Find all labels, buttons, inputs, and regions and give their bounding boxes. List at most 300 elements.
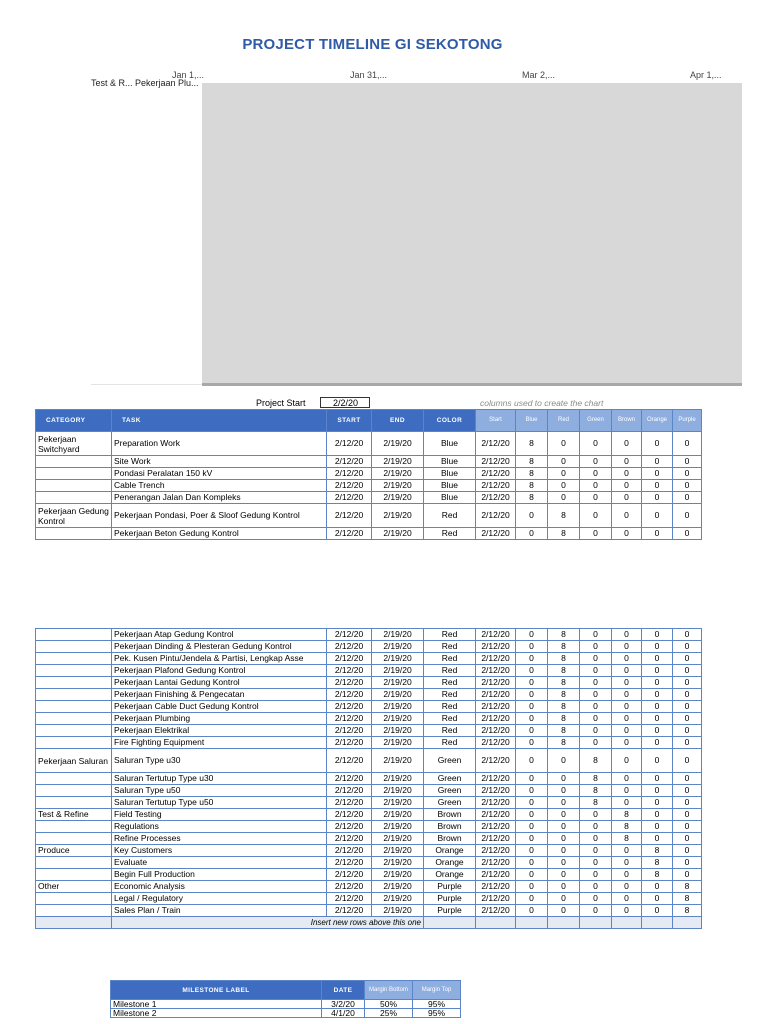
helper-start-cell[interactable]: 2/12/20 <box>476 905 516 917</box>
category-cell[interactable] <box>36 480 112 492</box>
category-cell[interactable]: Test & Refine <box>36 809 112 821</box>
start-date-cell[interactable]: 2/12/20 <box>327 737 372 749</box>
color-cell[interactable]: Red <box>424 701 476 713</box>
color-cell[interactable]: Purple <box>424 893 476 905</box>
helper-start-cell[interactable]: 2/12/20 <box>476 773 516 785</box>
blue-value-cell[interactable]: 8 <box>516 468 548 480</box>
milestone-margin-bottom-cell[interactable]: 50% <box>365 1000 413 1009</box>
green-value-cell[interactable]: 0 <box>580 653 612 665</box>
task-row[interactable] <box>36 665 702 677</box>
orange-value-cell[interactable]: 0 <box>642 528 673 540</box>
helper-start-cell[interactable]: 2/12/20 <box>476 785 516 797</box>
task-cell[interactable]: Pekerjaan Plumbing <box>112 713 327 725</box>
color-cell[interactable]: Red <box>424 528 476 540</box>
color-cell[interactable]: Blue <box>424 468 476 480</box>
insert-row[interactable] <box>36 917 702 929</box>
green-value-cell[interactable]: 0 <box>580 504 612 528</box>
green-value-cell[interactable]: 8 <box>580 749 612 773</box>
orange-value-cell[interactable]: 0 <box>642 785 673 797</box>
task-row[interactable] <box>36 677 702 689</box>
task-cell[interactable]: Refine Processes <box>112 833 327 845</box>
purple-value-cell[interactable]: 0 <box>673 504 702 528</box>
end-date-cell[interactable]: 2/19/20 <box>372 641 424 653</box>
helper-start-cell[interactable]: 2/12/20 <box>476 821 516 833</box>
orange-value-cell[interactable]: 0 <box>642 737 673 749</box>
orange-value-cell[interactable]: 0 <box>642 480 673 492</box>
color-cell[interactable]: Brown <box>424 821 476 833</box>
red-value-cell[interactable]: 8 <box>548 689 580 701</box>
orange-value-cell[interactable]: 0 <box>642 713 673 725</box>
orange-value-cell[interactable]: 0 <box>642 773 673 785</box>
orange-value-cell[interactable]: 0 <box>642 749 673 773</box>
category-cell[interactable] <box>36 468 112 480</box>
end-date-cell[interactable]: 2/19/20 <box>372 737 424 749</box>
color-cell[interactable]: Brown <box>424 833 476 845</box>
green-value-cell[interactable]: 0 <box>580 665 612 677</box>
end-date-cell[interactable]: 2/19/20 <box>372 432 424 456</box>
end-date-cell[interactable]: 2/19/20 <box>372 468 424 480</box>
category-cell[interactable] <box>36 665 112 677</box>
brown-value-cell[interactable]: 0 <box>612 749 642 773</box>
brown-value-cell[interactable]: 0 <box>612 713 642 725</box>
task-row[interactable] <box>36 737 702 749</box>
color-cell[interactable]: Green <box>424 785 476 797</box>
purple-value-cell[interactable]: 0 <box>673 725 702 737</box>
start-date-cell[interactable]: 2/12/20 <box>327 833 372 845</box>
red-value-cell[interactable]: 0 <box>548 809 580 821</box>
green-value-cell[interactable]: 0 <box>580 737 612 749</box>
helper-start-cell[interactable]: 2/12/20 <box>476 725 516 737</box>
end-date-cell[interactable]: 2/19/20 <box>372 869 424 881</box>
helper-start-cell[interactable]: 2/12/20 <box>476 869 516 881</box>
brown-value-cell[interactable]: 0 <box>612 528 642 540</box>
task-cell[interactable]: Legal / Regulatory <box>112 893 327 905</box>
task-cell[interactable]: Pekerjaan Atap Gedung Kontrol <box>112 629 327 641</box>
red-value-cell[interactable]: 0 <box>548 749 580 773</box>
color-cell[interactable]: Red <box>424 713 476 725</box>
category-cell[interactable] <box>36 773 112 785</box>
green-value-cell[interactable]: 0 <box>580 701 612 713</box>
start-date-cell[interactable]: 2/12/20 <box>327 749 372 773</box>
orange-value-cell[interactable]: 8 <box>642 869 673 881</box>
helper-start-cell[interactable]: 2/12/20 <box>476 713 516 725</box>
task-cell[interactable]: Pekerjaan Cable Duct Gedung Kontrol <box>112 701 327 713</box>
color-cell[interactable]: Blue <box>424 432 476 456</box>
category-cell[interactable] <box>36 677 112 689</box>
task-cell[interactable]: Pekerjaan Plafond Gedung Kontrol <box>112 665 327 677</box>
brown-value-cell[interactable]: 8 <box>612 809 642 821</box>
color-cell[interactable]: Red <box>424 737 476 749</box>
green-value-cell[interactable]: 0 <box>580 492 612 504</box>
category-cell[interactable] <box>36 821 112 833</box>
red-value-cell[interactable]: 0 <box>548 456 580 468</box>
color-cell[interactable]: Red <box>424 725 476 737</box>
purple-value-cell[interactable]: 0 <box>673 641 702 653</box>
orange-value-cell[interactable]: 0 <box>642 456 673 468</box>
milestone-row[interactable] <box>111 1009 461 1018</box>
start-date-cell[interactable]: 2/12/20 <box>327 468 372 480</box>
end-date-cell[interactable]: 2/19/20 <box>372 881 424 893</box>
blue-value-cell[interactable]: 0 <box>516 833 548 845</box>
task-row[interactable] <box>36 456 702 468</box>
start-date-cell[interactable]: 2/12/20 <box>327 528 372 540</box>
task-cell[interactable]: Saluran Type u50 <box>112 785 327 797</box>
end-date-cell[interactable]: 2/19/20 <box>372 713 424 725</box>
purple-value-cell[interactable]: 0 <box>673 785 702 797</box>
category-cell[interactable] <box>36 905 112 917</box>
category-cell[interactable] <box>36 641 112 653</box>
purple-value-cell[interactable]: 0 <box>673 653 702 665</box>
start-date-cell[interactable]: 2/12/20 <box>327 773 372 785</box>
task-row[interactable] <box>36 905 702 917</box>
red-value-cell[interactable]: 0 <box>548 869 580 881</box>
end-date-cell[interactable]: 2/19/20 <box>372 821 424 833</box>
red-value-cell[interactable]: 8 <box>548 641 580 653</box>
blue-value-cell[interactable]: 0 <box>516 785 548 797</box>
end-date-cell[interactable]: 2/19/20 <box>372 725 424 737</box>
end-date-cell[interactable]: 2/19/20 <box>372 797 424 809</box>
start-date-cell[interactable]: 2/12/20 <box>327 677 372 689</box>
task-cell[interactable]: Fire Fighting Equipment <box>112 737 327 749</box>
brown-value-cell[interactable]: 8 <box>612 833 642 845</box>
brown-value-cell[interactable]: 0 <box>612 677 642 689</box>
brown-value-cell[interactable]: 0 <box>612 504 642 528</box>
brown-value-cell[interactable]: 0 <box>612 785 642 797</box>
brown-value-cell[interactable]: 0 <box>612 653 642 665</box>
color-cell[interactable]: Orange <box>424 845 476 857</box>
brown-value-cell[interactable]: 0 <box>612 629 642 641</box>
green-value-cell[interactable]: 0 <box>580 641 612 653</box>
orange-value-cell[interactable]: 8 <box>642 857 673 869</box>
green-value-cell[interactable]: 0 <box>580 845 612 857</box>
purple-value-cell[interactable]: 0 <box>673 797 702 809</box>
color-cell[interactable]: Red <box>424 641 476 653</box>
task-cell[interactable]: Saluran Type u30 <box>112 749 327 773</box>
milestone-date-cell[interactable]: 4/1/20 <box>322 1009 365 1018</box>
orange-value-cell[interactable]: 0 <box>642 468 673 480</box>
task-row[interactable] <box>36 629 702 641</box>
green-value-cell[interactable]: 0 <box>580 689 612 701</box>
category-cell[interactable] <box>36 797 112 809</box>
purple-value-cell[interactable]: 0 <box>673 528 702 540</box>
brown-value-cell[interactable]: 0 <box>612 492 642 504</box>
brown-value-cell[interactable]: 0 <box>612 905 642 917</box>
category-cell[interactable] <box>36 713 112 725</box>
blue-value-cell[interactable]: 0 <box>516 905 548 917</box>
green-value-cell[interactable]: 0 <box>580 869 612 881</box>
green-value-cell[interactable]: 0 <box>580 480 612 492</box>
helper-start-cell[interactable]: 2/12/20 <box>476 689 516 701</box>
helper-start-cell[interactable]: 2/12/20 <box>476 701 516 713</box>
start-date-cell[interactable]: 2/12/20 <box>327 701 372 713</box>
milestone-label-cell[interactable]: Milestone 2 <box>111 1009 322 1018</box>
blue-value-cell[interactable]: 0 <box>516 881 548 893</box>
red-value-cell[interactable]: 0 <box>548 905 580 917</box>
task-row[interactable] <box>36 432 702 456</box>
category-cell[interactable] <box>36 833 112 845</box>
helper-start-cell[interactable]: 2/12/20 <box>476 797 516 809</box>
task-row[interactable] <box>36 492 702 504</box>
color-cell[interactable]: Red <box>424 689 476 701</box>
category-cell[interactable] <box>36 492 112 504</box>
start-date-cell[interactable]: 2/12/20 <box>327 869 372 881</box>
blue-value-cell[interactable]: 0 <box>516 629 548 641</box>
start-date-cell[interactable]: 2/12/20 <box>327 665 372 677</box>
color-cell[interactable]: Green <box>424 797 476 809</box>
helper-start-cell[interactable]: 2/12/20 <box>476 833 516 845</box>
brown-value-cell[interactable]: 0 <box>612 893 642 905</box>
color-cell[interactable]: Green <box>424 749 476 773</box>
blue-value-cell[interactable]: 8 <box>516 432 548 456</box>
red-value-cell[interactable]: 8 <box>548 629 580 641</box>
red-value-cell[interactable]: 0 <box>548 857 580 869</box>
blue-value-cell[interactable]: 0 <box>516 737 548 749</box>
orange-value-cell[interactable]: 0 <box>642 629 673 641</box>
task-row[interactable] <box>36 821 702 833</box>
color-cell[interactable]: Red <box>424 504 476 528</box>
helper-start-cell[interactable]: 2/12/20 <box>476 492 516 504</box>
blue-value-cell[interactable]: 0 <box>516 845 548 857</box>
red-value-cell[interactable]: 8 <box>548 713 580 725</box>
task-row[interactable] <box>36 773 702 785</box>
orange-value-cell[interactable]: 0 <box>642 881 673 893</box>
green-value-cell[interactable]: 0 <box>580 821 612 833</box>
task-row[interactable] <box>36 869 702 881</box>
orange-value-cell[interactable]: 0 <box>642 809 673 821</box>
category-cell[interactable]: Pekerjaan Saluran <box>36 749 112 773</box>
color-cell[interactable]: Orange <box>424 857 476 869</box>
start-date-cell[interactable]: 2/12/20 <box>327 492 372 504</box>
red-value-cell[interactable]: 8 <box>548 528 580 540</box>
orange-value-cell[interactable]: 0 <box>642 701 673 713</box>
category-cell[interactable] <box>36 893 112 905</box>
end-date-cell[interactable]: 2/19/20 <box>372 773 424 785</box>
helper-start-cell[interactable]: 2/12/20 <box>476 504 516 528</box>
category-cell[interactable]: Produce <box>36 845 112 857</box>
helper-start-cell[interactable]: 2/12/20 <box>476 665 516 677</box>
start-date-cell[interactable]: 2/12/20 <box>327 689 372 701</box>
green-value-cell[interactable]: 0 <box>580 881 612 893</box>
blue-value-cell[interactable]: 8 <box>516 456 548 468</box>
blue-value-cell[interactable]: 0 <box>516 701 548 713</box>
blue-value-cell[interactable]: 0 <box>516 528 548 540</box>
task-row[interactable] <box>36 857 702 869</box>
end-date-cell[interactable]: 2/19/20 <box>372 785 424 797</box>
purple-value-cell[interactable]: 0 <box>673 773 702 785</box>
milestone-row[interactable] <box>111 1000 461 1009</box>
brown-value-cell[interactable]: 0 <box>612 857 642 869</box>
red-value-cell[interactable]: 8 <box>548 725 580 737</box>
category-cell[interactable] <box>36 857 112 869</box>
category-cell[interactable] <box>36 456 112 468</box>
end-date-cell[interactable]: 2/19/20 <box>372 845 424 857</box>
task-cell[interactable]: Pekerjaan Dinding & Plesteran Gedung Kontrol <box>112 641 327 653</box>
red-value-cell[interactable]: 0 <box>548 845 580 857</box>
green-value-cell[interactable]: 0 <box>580 713 612 725</box>
task-cell[interactable]: Preparation Work <box>112 432 327 456</box>
purple-value-cell[interactable]: 0 <box>673 492 702 504</box>
end-date-cell[interactable]: 2/19/20 <box>372 665 424 677</box>
task-cell[interactable]: Key Customers <box>112 845 327 857</box>
task-row[interactable] <box>36 528 702 540</box>
end-date-cell[interactable]: 2/19/20 <box>372 749 424 773</box>
purple-value-cell[interactable]: 8 <box>673 893 702 905</box>
blue-value-cell[interactable]: 0 <box>516 773 548 785</box>
end-date-cell[interactable]: 2/19/20 <box>372 456 424 468</box>
start-date-cell[interactable]: 2/12/20 <box>327 504 372 528</box>
purple-value-cell[interactable]: 0 <box>673 629 702 641</box>
red-value-cell[interactable]: 0 <box>548 773 580 785</box>
color-cell[interactable]: Blue <box>424 480 476 492</box>
red-value-cell[interactable]: 8 <box>548 677 580 689</box>
category-cell[interactable] <box>36 629 112 641</box>
helper-start-cell[interactable]: 2/12/20 <box>476 480 516 492</box>
task-cell[interactable]: Pekerjaan Lantai Gedung Kontrol <box>112 677 327 689</box>
end-date-cell[interactable]: 2/19/20 <box>372 480 424 492</box>
red-value-cell[interactable]: 0 <box>548 797 580 809</box>
milestone-date-cell[interactable]: 3/2/20 <box>322 1000 365 1009</box>
task-cell[interactable]: Pekerjaan Beton Gedung Kontrol <box>112 528 327 540</box>
brown-value-cell[interactable]: 0 <box>612 432 642 456</box>
category-cell[interactable]: Other <box>36 881 112 893</box>
task-cell[interactable]: Site Work <box>112 456 327 468</box>
task-cell[interactable]: Saluran Tertutup Type u30 <box>112 773 327 785</box>
helper-start-cell[interactable]: 2/12/20 <box>476 809 516 821</box>
color-cell[interactable]: Purple <box>424 881 476 893</box>
helper-start-cell[interactable]: 2/12/20 <box>476 629 516 641</box>
end-date-cell[interactable]: 2/19/20 <box>372 893 424 905</box>
milestone-label-cell[interactable]: Milestone 1 <box>111 1000 322 1009</box>
orange-value-cell[interactable]: 0 <box>642 821 673 833</box>
start-date-cell[interactable]: 2/12/20 <box>327 480 372 492</box>
task-cell[interactable]: Pekerjaan Finishing & Pengecatan <box>112 689 327 701</box>
color-cell[interactable]: Red <box>424 677 476 689</box>
blue-value-cell[interactable]: 8 <box>516 480 548 492</box>
task-row[interactable] <box>36 689 702 701</box>
green-value-cell[interactable]: 0 <box>580 629 612 641</box>
helper-start-cell[interactable]: 2/12/20 <box>476 749 516 773</box>
blue-value-cell[interactable]: 0 <box>516 893 548 905</box>
helper-start-cell[interactable]: 2/12/20 <box>476 737 516 749</box>
helper-start-cell[interactable]: 2/12/20 <box>476 881 516 893</box>
start-date-cell[interactable]: 2/12/20 <box>327 797 372 809</box>
start-date-cell[interactable]: 2/12/20 <box>327 629 372 641</box>
task-row[interactable] <box>36 480 702 492</box>
red-value-cell[interactable]: 0 <box>548 833 580 845</box>
helper-start-cell[interactable]: 2/12/20 <box>476 845 516 857</box>
blue-value-cell[interactable]: 0 <box>516 809 548 821</box>
task-row[interactable] <box>36 713 702 725</box>
task-cell[interactable]: Penerangan Jalan Dan Kompleks <box>112 492 327 504</box>
purple-value-cell[interactable]: 0 <box>673 857 702 869</box>
color-cell[interactable]: Blue <box>424 456 476 468</box>
end-date-cell[interactable]: 2/19/20 <box>372 905 424 917</box>
category-cell[interactable] <box>36 689 112 701</box>
red-value-cell[interactable]: 8 <box>548 665 580 677</box>
start-date-cell[interactable]: 2/12/20 <box>327 857 372 869</box>
purple-value-cell[interactable]: 0 <box>673 737 702 749</box>
orange-value-cell[interactable]: 0 <box>642 504 673 528</box>
red-value-cell[interactable]: 8 <box>548 653 580 665</box>
orange-value-cell[interactable]: 0 <box>642 653 673 665</box>
end-date-cell[interactable]: 2/19/20 <box>372 833 424 845</box>
blue-value-cell[interactable]: 0 <box>516 797 548 809</box>
orange-value-cell[interactable]: 0 <box>642 641 673 653</box>
blue-value-cell[interactable]: 0 <box>516 677 548 689</box>
helper-start-cell[interactable]: 2/12/20 <box>476 456 516 468</box>
category-cell[interactable] <box>36 528 112 540</box>
helper-start-cell[interactable]: 2/12/20 <box>476 857 516 869</box>
start-date-cell[interactable]: 2/12/20 <box>327 845 372 857</box>
category-cell[interactable] <box>36 869 112 881</box>
start-date-cell[interactable]: 2/12/20 <box>327 653 372 665</box>
start-date-cell[interactable]: 2/12/20 <box>327 725 372 737</box>
start-date-cell[interactable]: 2/12/20 <box>327 456 372 468</box>
milestone-margin-top-cell[interactable]: 95% <box>413 1000 461 1009</box>
task-cell[interactable]: Pekerjaan Elektrikal <box>112 725 327 737</box>
task-cell[interactable]: Regulations <box>112 821 327 833</box>
green-value-cell[interactable]: 0 <box>580 893 612 905</box>
orange-value-cell[interactable]: 0 <box>642 492 673 504</box>
green-value-cell[interactable]: 8 <box>580 785 612 797</box>
purple-value-cell[interactable]: 0 <box>673 456 702 468</box>
color-cell[interactable]: Purple <box>424 905 476 917</box>
purple-value-cell[interactable]: 0 <box>673 689 702 701</box>
task-row[interactable] <box>36 749 702 773</box>
orange-value-cell[interactable]: 0 <box>642 677 673 689</box>
task-row[interactable] <box>36 845 702 857</box>
purple-value-cell[interactable]: 0 <box>673 833 702 845</box>
red-value-cell[interactable]: 0 <box>548 468 580 480</box>
milestone-margin-bottom-cell[interactable]: 25% <box>365 1009 413 1018</box>
task-row[interactable] <box>36 809 702 821</box>
task-row[interactable] <box>36 701 702 713</box>
green-value-cell[interactable]: 0 <box>580 857 612 869</box>
end-date-cell[interactable]: 2/19/20 <box>372 528 424 540</box>
task-row[interactable] <box>36 881 702 893</box>
task-row[interactable] <box>36 641 702 653</box>
color-cell[interactable]: Green <box>424 773 476 785</box>
brown-value-cell[interactable]: 0 <box>612 701 642 713</box>
red-value-cell[interactable]: 8 <box>548 737 580 749</box>
milestone-margin-top-cell[interactable]: 95% <box>413 1009 461 1018</box>
blue-value-cell[interactable]: 0 <box>516 821 548 833</box>
brown-value-cell[interactable]: 0 <box>612 881 642 893</box>
helper-start-cell[interactable]: 2/12/20 <box>476 528 516 540</box>
task-cell[interactable]: Pekerjaan Pondasi, Poer & Sloof Gedung Kontrol <box>112 504 327 528</box>
green-value-cell[interactable]: 0 <box>580 725 612 737</box>
task-cell[interactable]: Economic Analysis <box>112 881 327 893</box>
blue-value-cell[interactable]: 0 <box>516 725 548 737</box>
blue-value-cell[interactable]: 0 <box>516 504 548 528</box>
start-date-cell[interactable]: 2/12/20 <box>327 881 372 893</box>
purple-value-cell[interactable]: 8 <box>673 905 702 917</box>
brown-value-cell[interactable]: 0 <box>612 845 642 857</box>
task-row[interactable] <box>36 893 702 905</box>
task-cell[interactable]: Pek. Kusen Pintu/Jendela & Partisi, Lengkap Asse <box>112 653 327 665</box>
color-cell[interactable]: Red <box>424 653 476 665</box>
task-row[interactable] <box>36 833 702 845</box>
green-value-cell[interactable]: 8 <box>580 773 612 785</box>
red-value-cell[interactable]: 0 <box>548 432 580 456</box>
orange-value-cell[interactable]: 8 <box>642 845 673 857</box>
orange-value-cell[interactable]: 0 <box>642 432 673 456</box>
task-cell[interactable]: Pondasi Peralatan 150 kV <box>112 468 327 480</box>
task-cell[interactable]: Cable Trench <box>112 480 327 492</box>
red-value-cell[interactable]: 0 <box>548 881 580 893</box>
blue-value-cell[interactable]: 0 <box>516 665 548 677</box>
task-cell[interactable]: Saluran Tertutup Type u50 <box>112 797 327 809</box>
